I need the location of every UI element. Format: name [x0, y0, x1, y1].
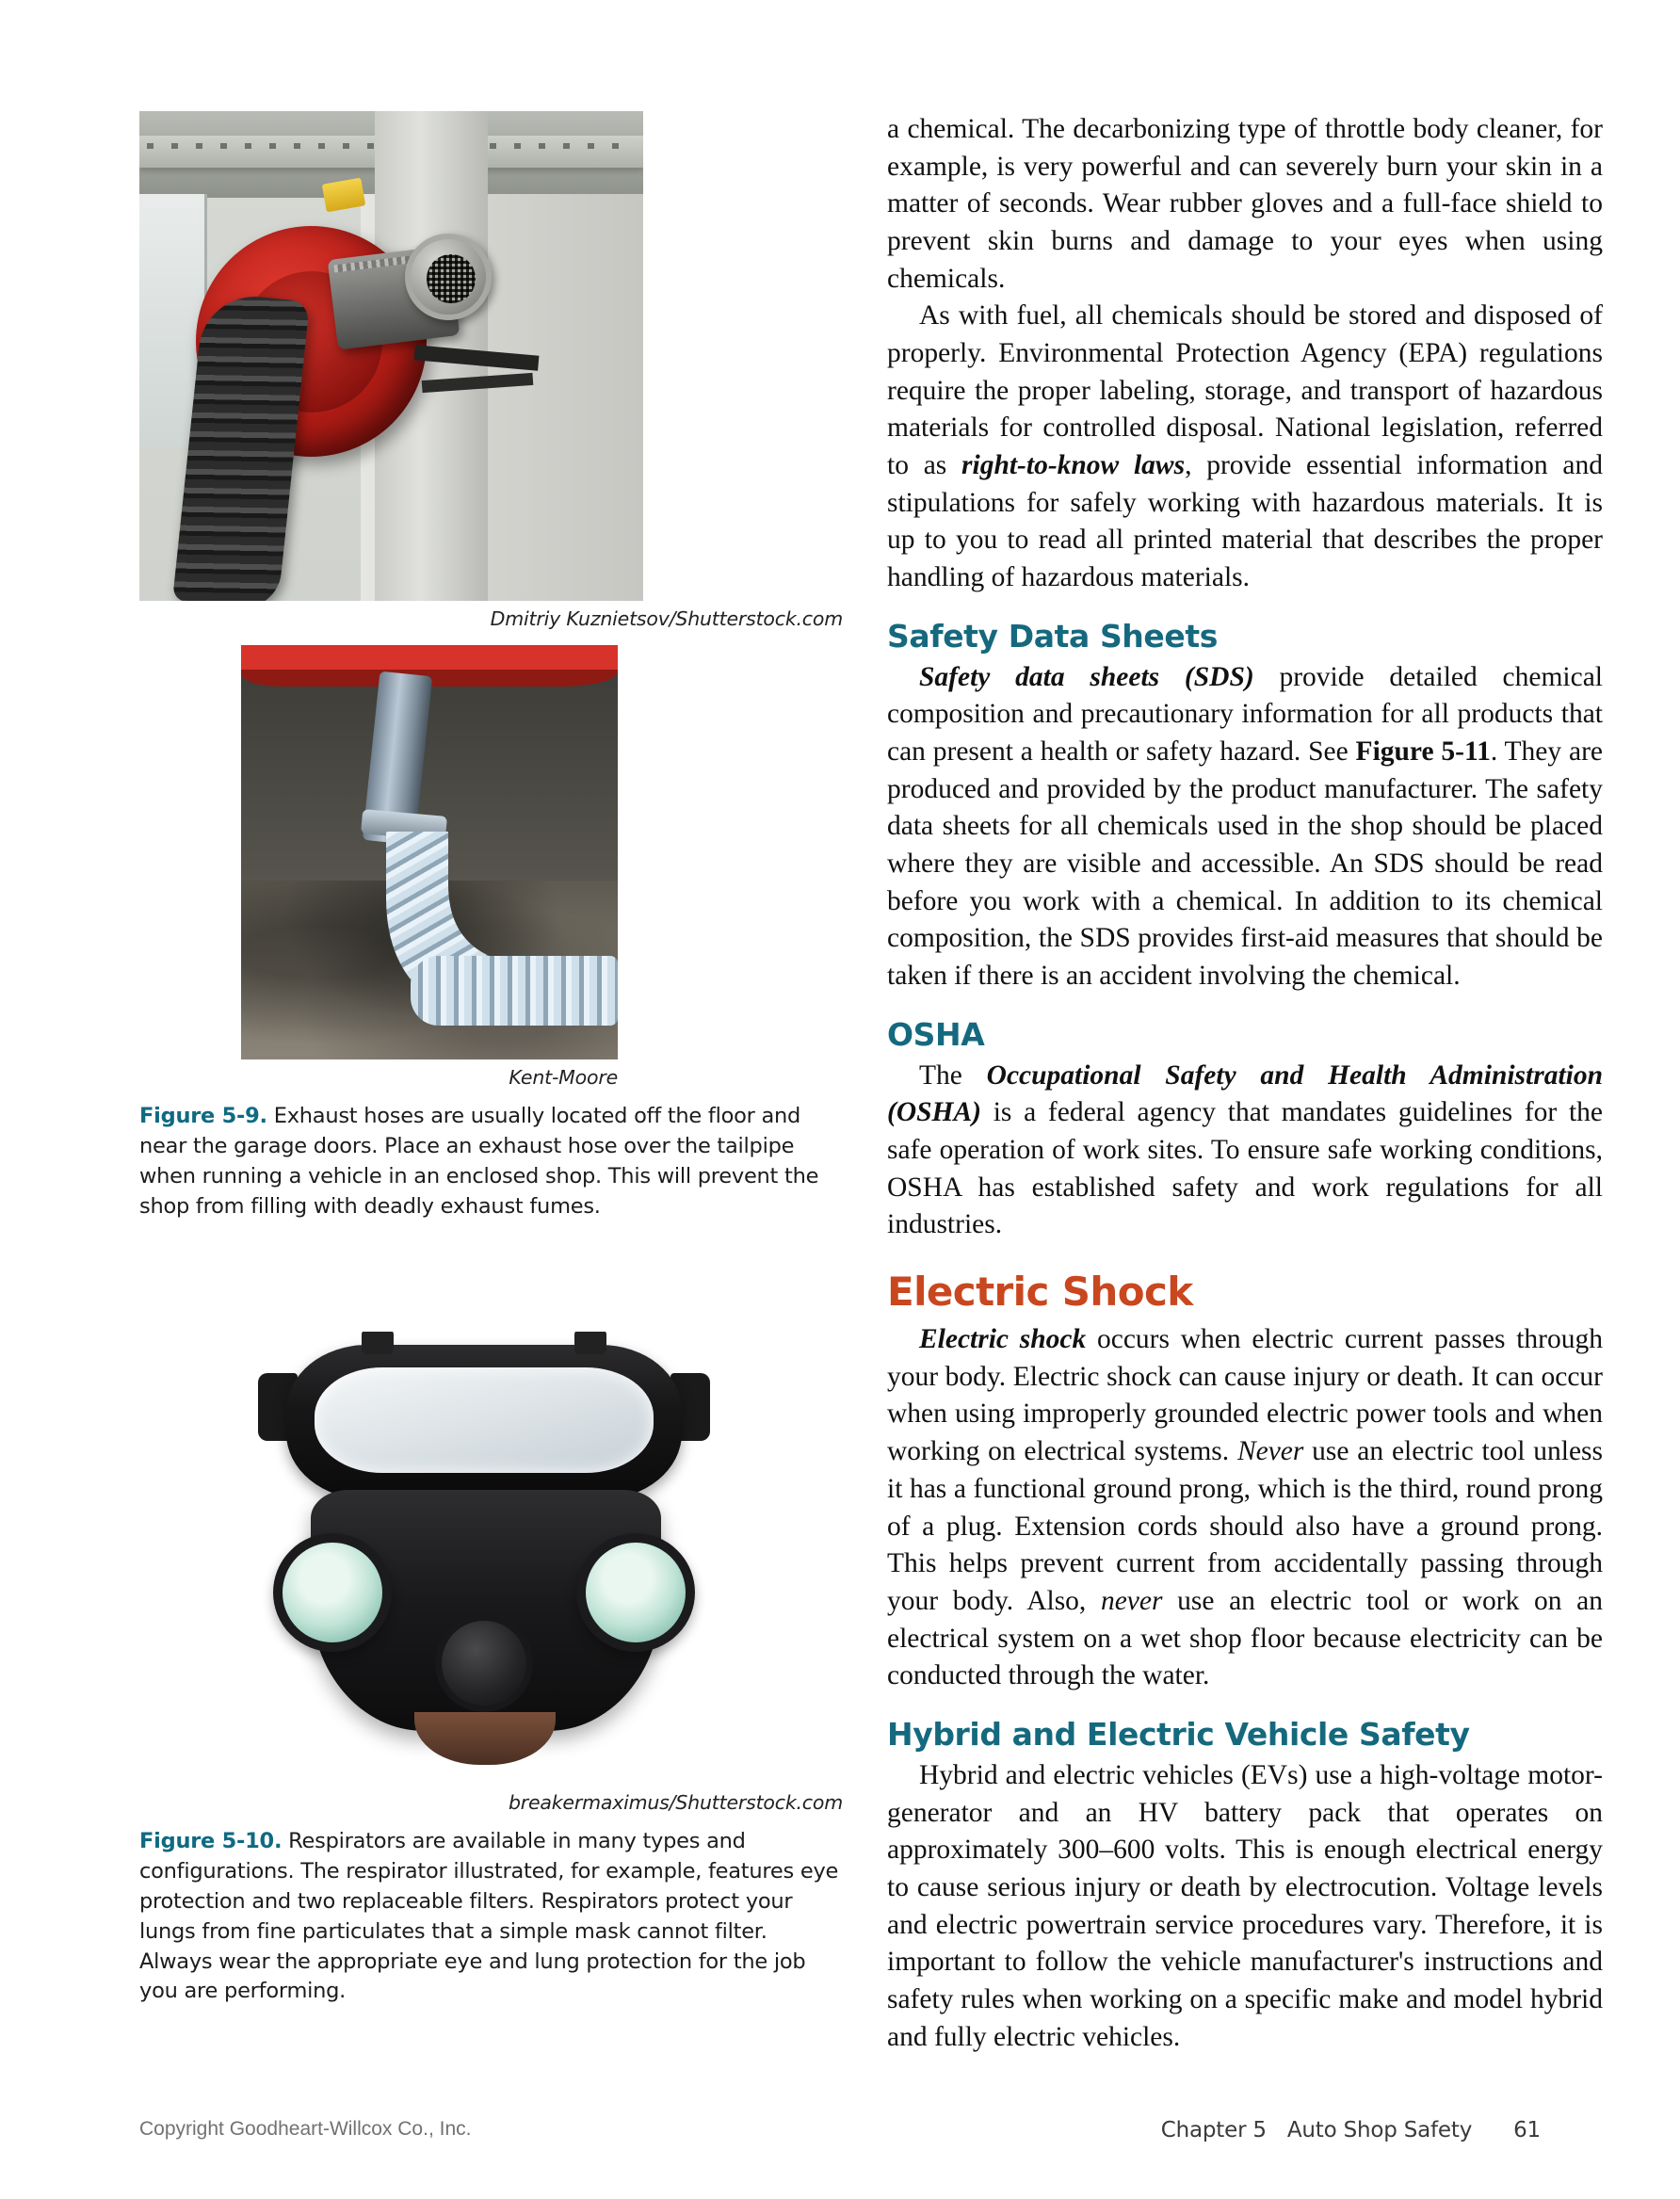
paragraph-electric-shock: Electric shock occurs when electric current passes through your body. Electric shock can cause injury or death. It can occur when using improperly grounded electric power tools and when working on electrical systems. Never use an electric tool unless it has a functional ground prong, which is the third, round prong of a plug. Extension cords should also have a ground prong. This helps prevent current from accidentally passing through your body. Also, never use an electric tool or work on an electrical system on a wet shop floor because electricity can be conducted through the water.: [887, 1324, 1604, 1691]
photo-respirator-mask: [220, 1332, 748, 1784]
figure-5-9-caption-text: Exhaust hoses are usually located off the floor and near the garage doors. Place an exhaust hose over the tailpipe when running a vehicle in an enclosed shop. This will prevent the shop from filling with deadly exhaust fumes.: [139, 1104, 819, 1219]
emphasis-never-2: never: [1100, 1585, 1163, 1616]
photo-credit-top: Dmitriy Kuznietsov/Shutterstock.com: [490, 607, 843, 630]
figure-5-9-number: Figure 5-9.: [139, 1104, 267, 1128]
paragraph-sds: Safety data sheets (SDS) provide detailed chemical composition and precautionary information for all products that can present a health or safety hazard. See Figure 5-11. They are produced and provided by the product manufacturer. The safety data sheets for all chemicals used in the shop should be placed where they are visible and accessible. An SDS should be read before you work with a chemical. In addition to its chemical composition, the SDS provides first-aid measures that should be taken if there is an accident involving the chemical.: [887, 661, 1603, 992]
figure-5-9: [139, 111, 843, 630]
emphasis-never-1: Never: [1236, 1436, 1304, 1467]
photo-tailpipe-exhaust-hose: [241, 645, 618, 1059]
left-column: [139, 111, 843, 2007]
figure-5-10-number: Figure 5-10.: [139, 1828, 283, 1853]
footer-chapter-title: Auto Shop Safety: [1286, 2118, 1473, 2142]
paragraph-hybrid: Hybrid and electric vehicles (EVs) use a high-voltage motor-generator and an HV battery pack that operates on approximately 300–600 volts. This is enough electrical energy to cause serious injury or death by electrocution. Voltage levels and electric powertrain service procedures vary. Therefore, it is important to follow the vehicle manufacturer's instructions and safety rules when working on a specific make and model hybrid and fully electric vehicles.: [887, 1759, 1603, 2052]
figure-5-9-second-photo: [241, 645, 618, 1089]
footer-chapter-label: Chapter 5: [1160, 2118, 1267, 2142]
paragraph-epa: As with fuel, all chemicals should be stored and disposed of properly. Environmental Protection Agency (EPA) regulations require the proper labeling, storage, and transport of hazardous materials for controlled disposal. National legislation, referred to as right-to-know laws, provide essential information and stipulations for safely working with hazardous materials. It is up to you to read all printed material that describes the proper handling of hazardous materials.: [887, 300, 1603, 593]
footer-page-number: 61: [1513, 2118, 1541, 2142]
term-osha: Occupational Safety and Health Administration (OSHA): [887, 1059, 1603, 1128]
footer-copyright: Copyright Goodheart-Willcox Co., Inc.: [139, 2118, 472, 2140]
right-column: [887, 111, 1603, 2056]
figure-reference-5-11: Figure 5-11: [1355, 736, 1491, 768]
heading-electric-shock: Electric Shock: [887, 1269, 1193, 1316]
paragraph-chemicals: a chemical. The decarbonizing type of throttle body cleaner, for example, is very powerful and can severely burn your skin in a matter of seconds. Wear rubber gloves and a full-face shield to prevent skin burns and damage to your eyes when using chemicals.: [887, 114, 1603, 294]
term-safety-data-sheets: Safety data sheets (SDS): [919, 661, 1254, 692]
heading-safety-data-sheets: Safety Data Sheets: [887, 617, 1218, 655]
heading-hybrid-electric-vehicle-safety: Hybrid and Electric Vehicle Safety: [887, 1715, 1470, 1753]
figure-5-9-caption: [139, 1102, 843, 1222]
term-electric-shock: Electric shock: [919, 1324, 1087, 1355]
figure-5-10-caption: [139, 1827, 843, 2008]
photo-exhaust-hose-reel: [139, 111, 643, 601]
photo-credit-breakermaximus: breakermaximus/Shutterstock.com: [508, 1790, 843, 1814]
paragraph-osha: The Occupational Safety and Health Administration (OSHA) is a federal agency that mandates guidelines for the safe operation of work sites. To ensure safe working conditions, OSHA has established safety and work regulations for all industries.: [887, 1059, 1603, 1240]
heading-osha: OSHA: [887, 1015, 985, 1053]
footer-chapter-info: [1161, 2118, 1541, 2142]
figure-5-10-caption-text: Respirators are available in many types and configurations. The respirator illustrated, for example, features eye protection and two replaceable filters. Respirators protect your lungs from fine particulates that a simple mask cannot filter. Always wear the appropriate eye and lung protection for the job you are performing.: [139, 1828, 839, 2004]
photo-credit-kent-moore: Kent-Moore: [509, 1066, 618, 1089]
figure-5-10: [220, 1332, 748, 1784]
term-right-to-know-laws: right-to-know laws: [961, 450, 1186, 481]
